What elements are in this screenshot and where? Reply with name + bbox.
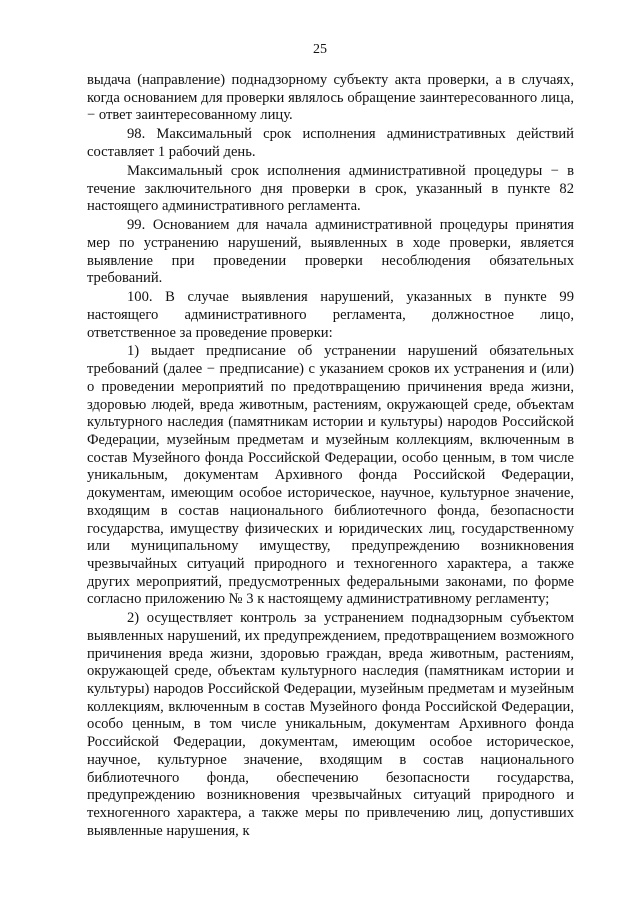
paragraph-98-procedure-term: Максимальный срок исполнения административной процедуры − в течение заключительного дня проверки в срок, указанный в пункте 82 настоящего административного регламента. [87, 162, 574, 215]
document-body [87, 72, 574, 840]
paragraph-98: 98. Максимальный срок исполнения административных действий составляет 1 рабочий день. [87, 126, 574, 160]
paragraph-100-item-1: 1) выдает предписание об устранении нарушений обязательных требований (далее − предписание) с указанием сроков их устранения и (или) о проведении мероприятий по предотвращению причинения вреда жизни, здоровью людей, вреда животным, растениям, окружающей среде, объектам культурного наследия (памятникам истории и культуры) народов Российской Федерации, музейным предметам и музейным коллекциям, включенным в состав Музейного фонда Российской Федерации, особо ценным, в том числе уникальным, документам Архивного фонда Российской Федерации, документам, имеющим особое историческое, научное, культурное значение, входящим в состав национального библиотечного фонда, безопасности государства, имуществу физических и юридических лиц, государственному или муниципальному имуществу, предупреждению возникновения чрезвычайных ситуаций природного и техногенного характера, а также других мероприятий, предусмотренных федеральными законами, по форме согласно приложению № 3 к настоящему административному регламенту; [87, 343, 574, 608]
paragraph-100-item-2: 2) осуществляет контроль за устранением поднадзорным субъектом выявленных нарушений, их предупреждением, предотвращением возможного причинения вреда жизни, здоровью граждан, вреда животным, растениям, окружающей среде, объектам культурного наследия (памятникам истории и культуры) народов Российской Федерации, музейным предметам и музейным коллекциям, включенным в состав Музейного фонда Российской Федерации, особо ценным, в том числе уникальным, документам Архивного фонда Российской Федерации, документам, имеющим особое историческое, научное, культурное значение, входящим в состав национального библиотечного фонда, обеспечению безопасности государства, предупреждению возникновения чрезвычайных ситуаций природного и техногенного характера, а также меры по привлечению лиц, допустивших выявленные нарушения, к [87, 610, 574, 839]
paragraph-continuation: выдача (направление) поднадзорному субъекту акта проверки, а в случаях, когда основанием для проверки являлось обращение заинтересованного лица, − ответ заинтересованному лицу. [87, 72, 574, 124]
paragraph-100: 100. В случае выявления нарушений, указанных в пункте 99 настоящего административного регламента, должностное лицо, ответственное за проведение проверки: [87, 289, 574, 341]
page-number: 25 [313, 42, 327, 57]
paragraph-99: 99. Основанием для начала административной процедуры принятия мер по устранению нарушений, выявленных в ходе проверки, является выявление при проведении проверки несоблюдения обязательных требований. [87, 217, 574, 287]
